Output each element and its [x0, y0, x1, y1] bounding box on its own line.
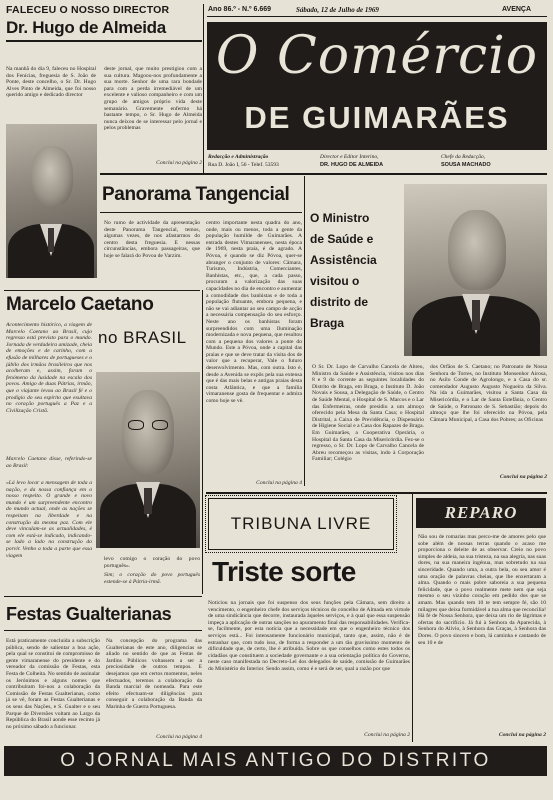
director-name: DR. HUGO DE ALMEIDA [320, 162, 384, 168]
ministro-headline-line: de Saúde e [310, 232, 374, 246]
column-rule [412, 494, 413, 742]
column-rule [304, 176, 305, 486]
caetano-intro: Acontecimento histórico, a viagem de Marcelo Caetano ao Brasil, cujo regresso está previsto para o mundo. Jornada de verdadeira amizade, cheia de emoções e de carinho, com a efusão de milhares de portugueses e o júbilo dos irmãos brasileiros que nos acolheram e, assim, foram o fenómeno da lusidade na escala dos povos. Amigo de duas Pátrias, irmão, que o viajante levou ao Brasil fé e o prodígio do seu espírito que exultava no coração português a Paz e a Civilização Cristã. [6, 322, 92, 414]
ministro-headline-line: Assistência [310, 253, 377, 267]
divider [4, 630, 202, 631]
portrait-marcelo-caetano [96, 372, 200, 548]
masthead-title: O Comércio [215, 26, 539, 86]
divider [206, 492, 547, 494]
divider [4, 596, 202, 597]
ministro-text-col2: dos Órfãos de S. Caetano; no Patronato de Nossa Senhora de Torres, no Instituto Monsenhor Airosa, no Asilo Conde de Agrolongo, e a Casa do sr. comendador Augusto Augusto Nogueira da Silva. Na ida a Guimarães, visitou a Santa Casa da Misericórdia, e o Lar de Santa Estefânia, o Centro de Saúde, o Patronato de S. Sebastião; depois do almoço que lhe foi oferecido na Póvoa, pela Câmara Municipal, a Casa dos Pobres; as Oficinas [430, 364, 547, 423]
caetano-quote: «Lá levo locar a mensagem de toda a nação, e da nossa confiança em o nosso respeito. O grande e novo mundo é um surpreendente encontro do mundo actual, onde as nações se respeitam na liberdade e na construção da mesma paz. Com ele deve vinculam-se as actualidades, é com ele está-se indicado, indicando-se lado a lado na construção do porvir. Venho a toda a parte que essa viagem [6, 480, 92, 559]
redaccao-label: Redacção e Administração [208, 154, 269, 160]
divider [4, 290, 200, 291]
masthead [207, 22, 547, 150]
chefe-name: SOUSA MACHADO [441, 162, 491, 168]
caetano-quote-attribution: Marcelo Caetano disse, referindo-se ao Brasil: [6, 456, 92, 469]
issue-number: Ano 86.º - N.º 6.669 [208, 6, 272, 13]
ministro-continued: Conclui na página 2 [499, 474, 547, 480]
tribuna-label: TRIBUNA LIVRE [230, 514, 372, 533]
ministro-headline-line: Braga [310, 316, 345, 330]
ministro-headline-line: O Ministro [310, 211, 370, 225]
caetano-subheadline: no BRASIL [98, 328, 187, 347]
column-rule [202, 290, 203, 594]
tribuna-text: Noticiou na jornais que foi suspenso dos seus funções pela Câmara, sem direito a vencimento, o engenheiro chefe dos serviços técnicos do concelho de Almada em virtude de uma sindicância que decorre, instaurada àqueles serviços, e à qual que essa suspensão impeça a aplicação de outras sanções no apuramento final das responsabilidades. Verifica-se, facilmente, por esta notícia que a necessidade em que o engenheiro técnico dos serviços está... Foi intensamente funcionário municipal, tanto que, assim, não é de estranhar que, com tudo isso, de forma a responder a um tão gravíssimo momento de dificuldade que, de certo, lhe é atribuída. Sobre os que conselhos como estes todos os cidadãos que constituem a sociedade governante e a sua orientação política do Governo, neste caso manifestada no Decreto-Lei dos delegados de saúde, comissão de Guimarães do Ministério do Interior. Sendo assim, como é e será de ser, qual a razão por que [208, 600, 410, 672]
festas-headline: Festas Gualterianas [6, 604, 172, 624]
festas-text-col2: Na concepção do programa das Gualterianas de este ano, diligencias se aliado no sentido de que as Festas de Jardins Públicos voltassem a ser a preciosidade de outros tempos. E desejamos que em certos momentos, neles efectuados, teremos a colaboração da Banda marcial de nomeada. Para este efeito efectuam-se diligências para conseguir a colaboração da Banda da Marinha de Guerra Portuguesa. [106, 638, 202, 710]
obituary-text-col2: deste jornal, que muito prestigiou com a sua cultura. Magoou-nos profundamente a sua morte. Senhor de uma rara bondade para com a perda irremediável de um excelente e valioso companheiro e com um grupo de amigos próprio vida deste semanário. Gravemente enfermo há bastante tempo, o Sr. Hugo de Almeida nunca deixou de se interessar pelo jornal e pelos problemas [104, 66, 202, 132]
caetano-tail1: levo comigo o coração do povo português». [104, 556, 200, 569]
masthead-subtitle: DE GUIMARÃES [244, 100, 510, 135]
divider [6, 40, 202, 42]
obituary-text-col1: Na manhã do dia 9, faleceu no Hospital dos Fenícias, freguesia de S. João de Ponte, deste concelho, o Sr. Dr. Hugo Alves Pinto de Almeida, que foi nosso querido amigo e dedicado director [6, 66, 96, 99]
divider [207, 16, 547, 17]
panorama-text-col2: centro importante nesta quadra do ano, onde, mais ou menos, toda a gente da população humilde de Guimarães. A entrada destes Vimaranenses, nesta época de 1969, nesta praia, é de agrado. A Póvoa, é quando se diz Póvoa, quer-se abranger o conjunto de valores: Câmara, Turismo, Indústria, Comerciantes, Banhistas, etc., que, a cada passo, procuram a valorização das suas capacidades no dia de encontro e aumentar a comodidade dos banhistas e de toda a população flutuante, embora pequena, e não se vai adiantar ao seu campo de acção a necessária compensação do seu esforço. Neste ano os banhistas foram surpreendidos com uma Iluminação modernizada e nova pequena, que resultou com a pequena dos valores a ponte do Mundo. Este a Póvoa, onde a capital das praias e que se deve tratar da visita dos de valor que a recuperar, Vale o futuro desenvolvimento. Mas, com outra. Isto é, desde a Avenida se expôs pela sua extensa que é das mais belas e antigas praias desta costa Atlântica, e que a família vimaranense gosta de frequentar e admira como hoje se vê. [206, 220, 302, 405]
tribuna-label-box [208, 498, 394, 550]
obituary-kicker: FALECEU O NOSSO DIRECTOR [6, 4, 170, 16]
price-label: AVENÇA [502, 6, 532, 13]
reparo-text: Não sou de romarias mas perco-me de amores pelo que sobe além de nossas terras quando o acaso me proporciona o deleite de as observar. Creio no povo simples de aldeia, na sua tristeza, na sua alegria, nas suas dores, na sua maneira ingénua, mas sobretudo na sua sinceridade. Quando uma, a outra bela, ou seu amor é uma oração de palavras cheias, que lhe enxertaram a alma. Quando o mais pobre saboreia a sua pequena felicidade, que o povo realmente mete nem que seja mesmo o seu vizinho coração em pedido dos que se amam. Mas quando tem 10 te tem sempre fé, são 10 milagres que deixa formidável a tua alma que reconcilia! Há fé de Nossa Senhora, que deixa um rio de lágrimas e ofertas do sacrifício. Já fui à Senhora da Aparecida, à Senhora do Alívio, à Senhora das Graças, à Senhora das Dores. O povo sincero e bom, lá caminha e cantando de seu 10 e de [418, 534, 546, 646]
obituary-continued: Conclui na página 2 [156, 160, 202, 166]
column-rule [203, 4, 204, 174]
director-label: Director e Editor Interino, [320, 154, 379, 160]
reparo-label-box [416, 498, 546, 528]
footer-slogan: O JORNAL MAIS ANTIGO DO DISTRITO [60, 750, 491, 771]
tribuna-headline: Triste sorte [212, 556, 356, 587]
caetano-tail2: Sim; o coração do povo português estende-se à Pátria-irmã. [104, 572, 200, 585]
reparo-continued: Conclui na página 2 [498, 732, 546, 738]
ministro-headline-line: visitou o [310, 274, 360, 288]
footer-banner [4, 746, 547, 776]
panorama-continued: Conclui na página 4 [256, 480, 302, 486]
tribuna-continued: Conclui na página 2 [364, 732, 410, 738]
ministro-text-col1: O Sr. Dr. Lopo de Carvalho Cancela de Abreu, Ministro da Saúde e Assistência, visitou nos dias 8 e 9 do corrente as seguintes localidades do Distrito de Braga, em Braga, o Instituto D. João Novais e Sousa, a Delegação de Saúde, o Centro de Saúde Mental, o Hospital de S. Marcos e o Lar das Enfermeiras, onde presidiu a um almoço oferecido pela Mesa da Santa Casa; o Hospital Distrital, a Caixa de Previdência, o Dispensário de Higiene Social e a Casa dos Rapazes de Braga. Em Guimarães, a Cooperativa Operária, o Hospital da Santa Casa da Misericórdia. Fez-se o regresso, o Sr. Dr. Lopo de Carvalho Cancela de Abreu recomeçou as visitas, indo à Corporação Familiar; Colégio [312, 364, 424, 463]
panorama-text-col1: No rumo de actividade da apresentação deste Panorama Tangencial, temos, algumas vezes, de nos afastarmos do centro desta freguesia. E nessas circunstâncias, embora passageiras, que hoje se falará do Povoa de Varzim. [104, 220, 200, 259]
reparo-label: REPARO [444, 503, 518, 522]
portrait-ministro [404, 184, 547, 356]
ministro-headline [310, 208, 402, 334]
festas-continued: Conclui na página 4 [156, 734, 202, 740]
divider [100, 212, 302, 213]
divider [100, 173, 547, 175]
caetano-headline: Marcelo Caetano [6, 294, 154, 315]
issue-date: Sábado, 12 de Julho de 1969 [296, 6, 379, 14]
festas-text-col1: Está praticamente concluída a subscrição pública, sendo de salientar a boa ação, pela qual se constitui de compromisso de gente vimaranense do presidente e do vereador da comissão de Festas, esta Festa de Colheita. No sentido de assinalar os Jerónimos e alguns nomes que contribuíram foi-nos a colaboração da Comissão de Festas Gualterianas, como já se vê, foram as Festas Gualterianas e os seus das Nações, e S. Gualter e o seu Parque de Diversões voltam ao Largo da República do Brasil aonde esse recinto já no próximo sábado a funcionar. [6, 638, 100, 730]
ministro-headline-line: distrito de [310, 295, 369, 309]
obituary-headline: Dr. Hugo de Almeida [6, 18, 166, 37]
redaccao-address: Rua D. João I, 56 - Telef. 53593 [208, 162, 279, 168]
portrait-hugo-de-almeida [6, 124, 97, 278]
chefe-label: Chefe da Redacção, [441, 154, 486, 160]
panorama-headline: Panorama Tangencial [102, 184, 290, 205]
